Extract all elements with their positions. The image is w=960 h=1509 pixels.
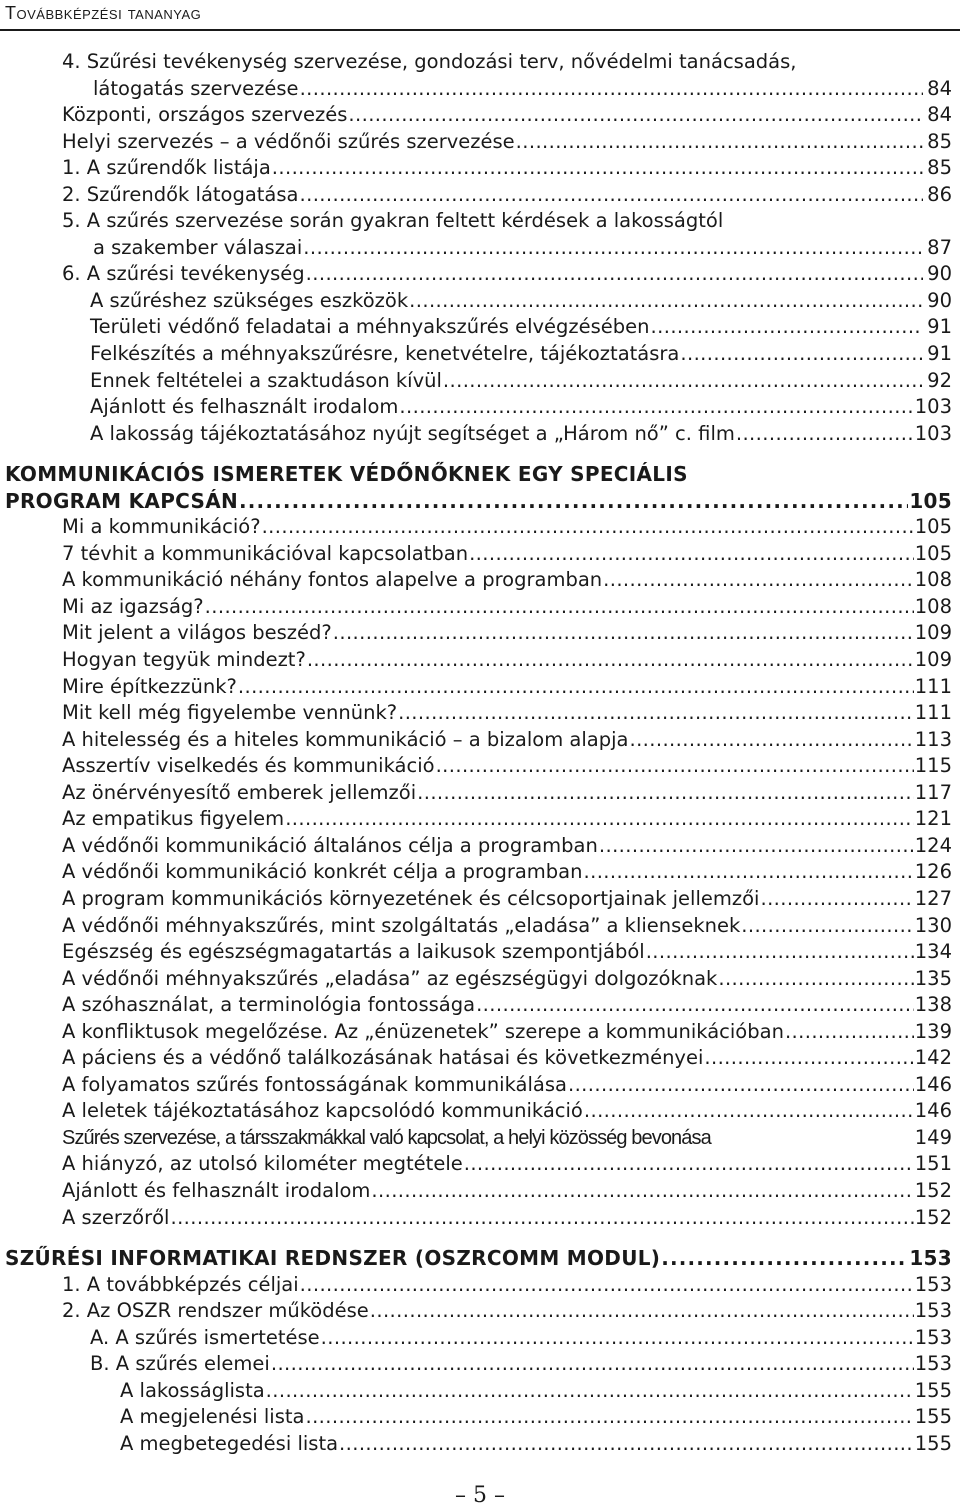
toc-page-number: 126 bbox=[914, 860, 952, 884]
toc-entry[interactable] bbox=[0, 780, 960, 807]
toc-entry[interactable] bbox=[0, 833, 960, 860]
toc-page-number: 108 bbox=[914, 594, 952, 618]
toc-entry[interactable] bbox=[0, 594, 960, 621]
dot-leader bbox=[333, 620, 914, 647]
toc-entry[interactable] bbox=[0, 541, 960, 568]
toc-entry-title: Felkészítés a méhnyakszűrésre, kenetvételre, tájékoztatásra bbox=[90, 342, 680, 366]
dot-leader bbox=[661, 1245, 908, 1272]
header-rule bbox=[0, 29, 960, 31]
toc-entry[interactable] bbox=[0, 49, 960, 76]
dot-leader bbox=[170, 1205, 913, 1232]
dot-leader bbox=[266, 1378, 914, 1405]
toc-entry-title: a szakember válaszai bbox=[93, 235, 303, 259]
toc-page-number: 153 bbox=[914, 1272, 952, 1296]
toc-section-heading[interactable] bbox=[0, 1245, 960, 1272]
toc-page-number: 86 bbox=[927, 182, 952, 206]
toc-section-heading[interactable] bbox=[0, 488, 960, 515]
toc-page-number: 92 bbox=[927, 368, 952, 392]
toc-page-number: 84 bbox=[927, 76, 952, 100]
dot-leader bbox=[300, 1272, 914, 1299]
toc-page-number: 152 bbox=[914, 1205, 952, 1229]
toc-entry[interactable] bbox=[0, 647, 960, 674]
toc-page-number: 134 bbox=[914, 940, 952, 964]
toc-page-number: 103 bbox=[914, 421, 952, 445]
toc-entry[interactable] bbox=[0, 913, 960, 940]
toc-entry[interactable] bbox=[0, 1205, 960, 1232]
toc-entry[interactable] bbox=[0, 1178, 960, 1205]
toc-entry-title: 2. Az OSZR rendszer működése bbox=[62, 1299, 369, 1323]
dot-leader bbox=[305, 1404, 913, 1431]
toc-entry-title: A program kommunikációs környezetének és célcsoportjainak jellemzői bbox=[62, 886, 760, 910]
toc-entry[interactable] bbox=[0, 1019, 960, 1046]
toc-page-number: 105 bbox=[914, 541, 952, 565]
toc-entry-title: Mit kell még figyelembe vennünk? bbox=[62, 701, 398, 725]
toc-entry-title: A szóhasználat, a terminológia fontossága bbox=[62, 993, 476, 1017]
toc-page-number: 153 bbox=[914, 1352, 952, 1376]
toc-entry[interactable] bbox=[0, 182, 960, 209]
toc-page-number: 87 bbox=[927, 235, 952, 259]
toc-entry-title: A védőnői kommunikáció konkrét célja a programban bbox=[62, 860, 583, 884]
dot-leader bbox=[272, 155, 923, 182]
toc-entry-title: A. A szűrés ismertetése bbox=[90, 1325, 320, 1349]
toc-entry-title: A folyamatos szűrés fontosságának kommunikálása bbox=[62, 1072, 567, 1096]
dot-leader bbox=[370, 1298, 914, 1325]
dot-leader bbox=[464, 1151, 914, 1178]
dot-leader bbox=[371, 1178, 913, 1205]
toc-entry-title: Az empatikus figyelem bbox=[62, 807, 285, 831]
toc-page-number: 90 bbox=[927, 262, 952, 286]
toc-entry[interactable] bbox=[0, 939, 960, 966]
toc-entry[interactable] bbox=[0, 235, 960, 262]
toc-page-number: 146 bbox=[914, 1099, 952, 1123]
toc-entry[interactable] bbox=[0, 1351, 960, 1378]
dot-leader bbox=[584, 1098, 914, 1125]
dot-leader bbox=[306, 261, 923, 288]
toc-page-number: 155 bbox=[914, 1378, 952, 1402]
toc-entry-title: 1. A szűrendők listája bbox=[62, 156, 271, 180]
toc-entry-title: Területi védőnő feladatai a méhnyakszűrés elvégzésében bbox=[90, 315, 650, 339]
toc-entry[interactable] bbox=[0, 1272, 960, 1299]
dot-leader bbox=[307, 647, 914, 674]
toc-page-number: 115 bbox=[914, 754, 952, 778]
dot-leader bbox=[436, 753, 914, 780]
dot-leader bbox=[741, 913, 914, 940]
toc-entry[interactable] bbox=[0, 567, 960, 594]
toc-entry-title: PROGRAM KAPCSÁN bbox=[5, 488, 239, 513]
toc-entry-title: SZŰRÉSI INFORMATIKAI REDNSZER (OSZRCOMM MODUL) bbox=[5, 1246, 661, 1271]
toc-entry-title: A védőnői méhnyakszűrés „eladása” az egészségügyi dolgozóknak bbox=[62, 966, 718, 990]
dot-leader bbox=[262, 514, 914, 541]
dot-leader bbox=[704, 1045, 913, 1072]
toc-entry-title: Mire építkezzünk? bbox=[62, 674, 237, 698]
toc-entry-title: A megbetegedési lista bbox=[120, 1431, 339, 1455]
header-title: Továbbképzési tananyag bbox=[5, 3, 202, 23]
dot-leader bbox=[409, 288, 923, 315]
toc-entry[interactable] bbox=[0, 1431, 960, 1458]
dot-leader bbox=[399, 394, 913, 421]
toc-entry[interactable] bbox=[0, 966, 960, 993]
toc-entry-title: A hiányzó, az utolsó kilométer megtétele bbox=[62, 1152, 463, 1176]
toc-entry-title: 6. A szűrési tevékenység bbox=[62, 262, 305, 286]
toc-page-number: 117 bbox=[914, 780, 952, 804]
toc-page-number: 105 bbox=[914, 515, 952, 539]
dot-leader bbox=[760, 886, 913, 913]
dot-leader bbox=[469, 541, 914, 568]
toc-page-number: 155 bbox=[914, 1405, 952, 1429]
toc-entry[interactable] bbox=[0, 421, 960, 448]
toc-page-number: 91 bbox=[927, 342, 952, 366]
toc-entry-title: Központi, országos szervezés bbox=[62, 103, 348, 127]
toc-entry[interactable] bbox=[0, 102, 960, 129]
dot-leader bbox=[271, 1351, 914, 1378]
toc-page-number: 109 bbox=[914, 621, 952, 645]
dot-leader bbox=[516, 129, 923, 156]
toc-entry[interactable] bbox=[0, 806, 960, 833]
toc-entry-title: A védőnői kommunikáció általános célja a programban bbox=[62, 833, 598, 857]
dot-leader bbox=[651, 314, 923, 341]
toc-entry-title: A szerzőről bbox=[62, 1205, 170, 1229]
toc-page-number: 91 bbox=[927, 315, 952, 339]
dot-leader bbox=[568, 1072, 914, 1099]
toc-entry-title: Mit jelent a világos beszéd? bbox=[62, 621, 332, 645]
toc-entry[interactable] bbox=[0, 859, 960, 886]
toc-entry[interactable] bbox=[0, 1125, 960, 1152]
toc-entry[interactable] bbox=[0, 368, 960, 395]
toc-page-number: 146 bbox=[914, 1072, 952, 1096]
toc-page-number: 85 bbox=[927, 129, 952, 153]
toc-entry[interactable] bbox=[0, 314, 960, 341]
toc-entry[interactable] bbox=[0, 1325, 960, 1352]
dot-leader bbox=[646, 939, 914, 966]
dot-leader bbox=[339, 1431, 914, 1458]
toc-page-number: 155 bbox=[914, 1431, 952, 1455]
dot-leader bbox=[300, 182, 924, 209]
toc-entry-title: Hogyan tegyük mindezt? bbox=[62, 648, 306, 672]
toc-entry-title: Mi az igazság? bbox=[62, 594, 204, 618]
toc-entry[interactable] bbox=[0, 208, 960, 235]
toc-entry-title: Ajánlott és felhasznált irodalom bbox=[90, 395, 399, 419]
dot-leader bbox=[303, 235, 923, 262]
dot-leader bbox=[321, 1325, 914, 1352]
toc-page-number: 139 bbox=[914, 1019, 952, 1043]
toc-entry-title: Szűrés szervezése, a társszakmákkal való kapcsolat, a helyi közösség bevonása bbox=[62, 1126, 711, 1149]
page-number: – 5 – bbox=[455, 1483, 505, 1508]
dot-leader bbox=[680, 341, 923, 368]
toc-entry-title: 7 tévhit a kommunikációval kapcsolatban bbox=[62, 541, 469, 565]
toc-entry[interactable] bbox=[0, 129, 960, 156]
toc-page-number: 121 bbox=[914, 807, 952, 831]
toc-entry[interactable] bbox=[0, 886, 960, 913]
dot-leader bbox=[239, 488, 908, 515]
toc-entry[interactable] bbox=[0, 288, 960, 315]
toc-entry[interactable] bbox=[0, 1072, 960, 1099]
toc-page-number: 153 bbox=[914, 1325, 952, 1349]
toc-entry-title: A szűréshez szükséges eszközök bbox=[90, 288, 409, 312]
running-header bbox=[0, 0, 960, 28]
toc-page-number: 138 bbox=[914, 993, 952, 1017]
dot-leader bbox=[476, 992, 914, 1019]
toc-entry-title: 2. Szűrendők látogatása bbox=[62, 182, 299, 206]
toc-entry[interactable] bbox=[0, 674, 960, 701]
toc-entry-title: Az önérvényesítő emberek jellemzői bbox=[62, 780, 417, 804]
toc-entry[interactable] bbox=[0, 753, 960, 780]
dot-leader bbox=[398, 700, 914, 727]
toc-entry[interactable] bbox=[0, 1151, 960, 1178]
toc-page-number: 153 bbox=[914, 1299, 952, 1323]
toc-entry-title: A páciens és a védőnő találkozásának hatásai és következményei bbox=[62, 1046, 704, 1070]
toc-entry[interactable] bbox=[0, 341, 960, 368]
toc-entry-title: A lakosságlista bbox=[120, 1378, 265, 1402]
toc-page-number: 153 bbox=[909, 1246, 952, 1271]
toc-entry-title: 4. Szűrési tevékenység szervezése, gondozási terv, nővédelmi tanácsadás, bbox=[62, 50, 797, 73]
toc-entry-title: A védőnői méhnyakszűrés, mint szolgáltatás „eladása” a klienseknek bbox=[62, 913, 741, 937]
toc-entry[interactable] bbox=[0, 1298, 960, 1325]
dot-leader bbox=[443, 368, 923, 395]
dot-leader bbox=[629, 727, 913, 754]
dot-leader bbox=[584, 859, 914, 886]
toc-entry-title: A lakosság tájékoztatásához nyújt segítséget a „Három nő” c. film bbox=[90, 421, 735, 445]
toc-entry-title: Asszertív viselkedés és kommunikáció bbox=[62, 754, 435, 778]
dot-leader bbox=[603, 567, 914, 594]
toc-page-number: 142 bbox=[914, 1046, 952, 1070]
toc-page-number: 149 bbox=[914, 1125, 952, 1149]
toc-entry-title: Ajánlott és felhasznált irodalom bbox=[62, 1178, 371, 1202]
toc-page-number: 108 bbox=[914, 568, 952, 592]
toc-entry-title: A kommunikáció néhány fontos alapelve a programban bbox=[62, 568, 603, 592]
toc-entry[interactable] bbox=[0, 727, 960, 754]
dot-leader bbox=[599, 833, 914, 860]
toc-page-number: 111 bbox=[914, 701, 952, 725]
toc-page-number: 90 bbox=[927, 288, 952, 312]
toc-entry[interactable] bbox=[0, 514, 960, 541]
dot-leader bbox=[718, 966, 913, 993]
toc-entry-title: Helyi szervezés – a védőnői szűrés szervezése bbox=[62, 129, 515, 153]
toc-page-number: 124 bbox=[914, 833, 952, 857]
toc-entry[interactable] bbox=[0, 1378, 960, 1405]
toc-page-number: 85 bbox=[927, 156, 952, 180]
dot-leader bbox=[285, 806, 914, 833]
dot-leader bbox=[736, 421, 914, 448]
toc-entry[interactable] bbox=[0, 700, 960, 727]
toc-page-number: 135 bbox=[914, 966, 952, 990]
toc-entry-title: Ennek feltételei a szaktudáson kívül bbox=[90, 368, 442, 392]
toc-section-heading[interactable] bbox=[0, 461, 960, 488]
toc-page-number: 130 bbox=[914, 913, 952, 937]
toc-entry-title: Mi a kommunikáció? bbox=[62, 515, 261, 539]
section-gap bbox=[0, 1231, 960, 1245]
toc-entry-title: KOMMUNIKÁCIÓS ISMERETEK VÉDŐNŐKNEK EGY SPECIÁLIS bbox=[5, 462, 688, 487]
toc-entry[interactable] bbox=[0, 261, 960, 288]
toc-entry-title: A megjelenési lista bbox=[120, 1405, 305, 1429]
toc-entry[interactable] bbox=[0, 620, 960, 647]
toc-entry[interactable] bbox=[0, 1045, 960, 1072]
toc-page-number: 152 bbox=[914, 1178, 952, 1202]
dot-leader bbox=[417, 780, 914, 807]
toc-page-number: 109 bbox=[914, 648, 952, 672]
dot-leader bbox=[785, 1019, 914, 1046]
toc-entry[interactable] bbox=[0, 992, 960, 1019]
toc-entry-title: Egészség és egészségmagatartás a laikusok szempontjából bbox=[62, 940, 645, 964]
toc-entry[interactable] bbox=[0, 155, 960, 182]
toc-page-number: 111 bbox=[914, 674, 952, 698]
toc-page-number: 84 bbox=[927, 103, 952, 127]
toc-entry[interactable] bbox=[0, 1098, 960, 1125]
toc-page-number: 113 bbox=[914, 727, 952, 751]
toc-page-number: 103 bbox=[914, 395, 952, 419]
dot-leader bbox=[300, 76, 923, 103]
toc-page-number: 151 bbox=[914, 1152, 952, 1176]
toc-entry-title: látogatás szervezése bbox=[93, 76, 299, 100]
toc-entry-title: A leletek tájékoztatásához kapcsolódó kommunikáció bbox=[62, 1099, 583, 1123]
dot-leader bbox=[348, 102, 923, 129]
section-gap bbox=[0, 447, 960, 461]
toc-entry-title: 1. A továbbképzés céljai bbox=[62, 1272, 299, 1296]
toc-page-number: 105 bbox=[909, 488, 952, 513]
toc-entry-title: 5. A szűrés szervezése során gyakran feltett kérdések a lakosságtól bbox=[62, 209, 724, 233]
toc-entry-title: A hitelesség és a hiteles kommunikáció – a bizalom alapja bbox=[62, 727, 629, 751]
dot-leader bbox=[238, 674, 914, 701]
toc-entry-title: A konfliktusok megelőzése. Az „énüzenetek” szerepe a kommunikációban bbox=[62, 1019, 784, 1043]
toc-entry[interactable] bbox=[0, 76, 960, 103]
toc-entry-title: B. A szűrés elemei bbox=[90, 1352, 270, 1376]
toc-page-number: 127 bbox=[914, 886, 952, 910]
toc-entry[interactable] bbox=[0, 1404, 960, 1431]
dot-leader bbox=[205, 594, 914, 621]
table-of-contents bbox=[0, 49, 960, 1457]
toc-entry[interactable] bbox=[0, 394, 960, 421]
